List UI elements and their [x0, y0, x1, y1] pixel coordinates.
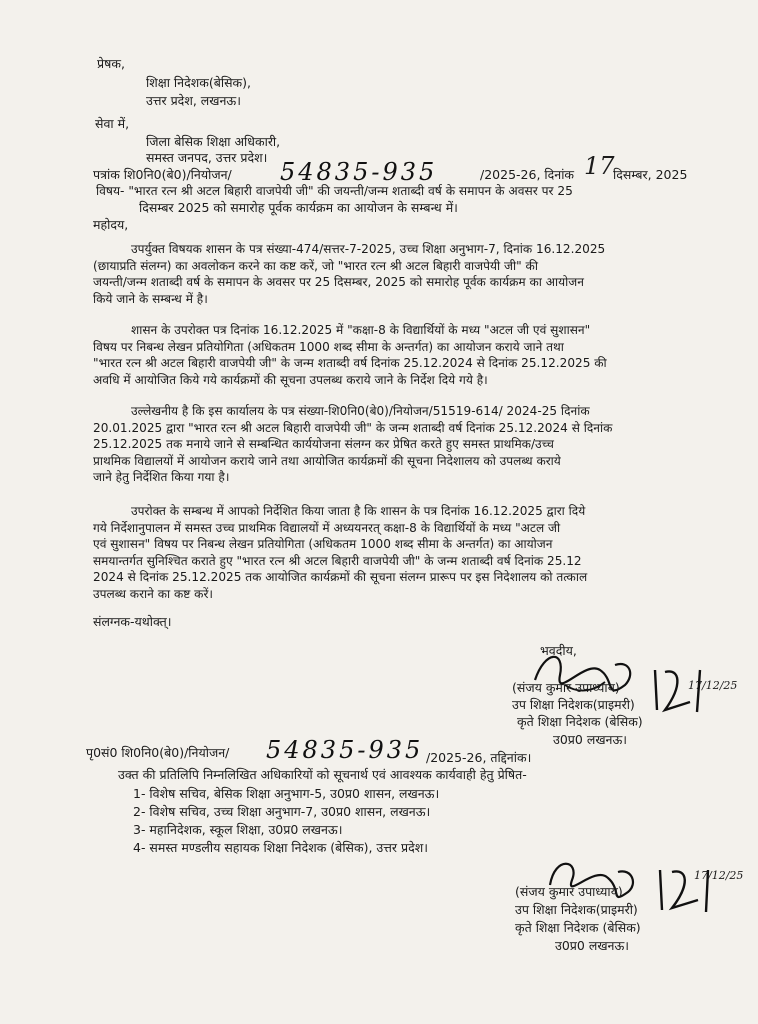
signature-2-date-mark: 17/12/25	[694, 869, 744, 882]
signature-2-place: उ0प्र0 लखनऊ।	[555, 938, 630, 953]
paragraph-2	[93, 322, 607, 388]
sender-line-1: शिक्षा निदेशक(बेसिक),	[146, 75, 251, 90]
paragraph-3-line: 25.12.2025 तक मनाये जाने से सम्बन्धित कार्ययोजना संलग्न कर प्रेषित करते हुए समस्त प्राथमिक/उच्च	[93, 437, 554, 451]
reference-day-handwritten: 17	[584, 152, 615, 180]
signature-2-role: कृते शिक्षा निदेशक (बेसिक)	[515, 920, 641, 935]
paragraph-4-line: समयान्तर्गत सुनिश्चित कराते हुए "भारत रत्न श्री अटल बिहारी वाजपेयी जी" के जन्म शताब्दी वर्ष दिनांक 25.12	[93, 553, 582, 568]
list-item: 3- महानिदेशक, स्कूल शिक्षा, उ0प्र0 लखनऊ।	[133, 822, 343, 837]
paragraph-3-line: 20.01.2025 द्वारा "भारत रत्न श्री अटल बिहारी वाजपेयी जी" के जन्म शताब्दी वर्ष दिनांक 25.12.2024 से दिनांक	[93, 420, 613, 435]
endorsement-suffix: /2025-26, तद्दिनांक।	[426, 750, 532, 765]
paragraph-1-line: उपर्युक्त विषयक शासन के पत्र संख्या-474/सत्तर-7-2025, उच्च शिक्षा अनुभाग-7, दिनांक 16.12.2025	[131, 242, 606, 256]
endorsement-intro: उक्त की प्रतिलिपि निम्नलिखित अधिकारियों को सूचनार्थ एवं आवश्यक कार्यवाही हेतु प्रेषित-	[118, 767, 527, 782]
paragraph-3-line: जाने हेतु निर्देशित किया गया है।	[93, 470, 230, 484]
subject-line-2: दिसम्बर 2025 को समारोह पूर्वक कार्यक्रम का आयोजन के सम्बन्ध में।	[139, 200, 458, 215]
paragraph-4	[93, 503, 587, 602]
paragraph-4-line: गये निर्देशानुपालन में समस्त उच्च प्राथमिक विद्यालयों में अध्ययनरत् कक्षा-8 के विद्यार्थियों के मध्य "अटल जी	[93, 520, 561, 535]
recipient-label: सेवा में,	[95, 116, 130, 131]
paragraph-1-line: जयन्ती/जन्म शताब्दी वर्ष के समापन के अवसर पर 25 दिसम्बर, 2025 को समारोह पूर्वक कार्यक्रम का आयोजन	[93, 275, 584, 289]
reference-prefix: पत्रांक शि0नि0(बे0)/नियोजन/	[93, 167, 232, 182]
sender-line-2: उत्तर प्रदेश, लखनऊ।	[146, 93, 241, 108]
paragraph-2-line: "भारत रत्न श्री अटल बिहारी वाजपेयी जी" के जन्म शताब्दी वर्ष दिनांक 25.12.2024 से दिनांक 25.12.2025 की	[93, 356, 607, 370]
signature-1-role: कृते शिक्षा निदेशक (बेसिक)	[517, 714, 643, 729]
paragraph-2-line: शासन के उपरोक्त पत्र दिनांक 16.12.2025 में "कक्षा-8 के विद्यार्थियों के मध्य "अटल जी एवं सुशासन"	[131, 323, 591, 337]
paragraph-1-line: (छायाप्रति संलग्न) का अवलोकन करने का कष्ट करें, जो "भारत रत्न श्री अटल बिहारी वाजपेयी जी" की	[93, 258, 538, 273]
salutation: महोदय,	[93, 217, 129, 232]
paragraph-4-line: एवं सुशासन" विषय पर निबन्ध लेखन प्रतियोगिता (अधिकतम 1000 शब्द सीमा के अन्तर्गत) का आयोजन	[93, 537, 553, 551]
enclosure-note: संलग्नक-यथोक्त्।	[93, 614, 172, 629]
paragraph-3-line: उल्लेखनीय है कि इस कार्यालय के पत्र संख्या-शि0नि0(बे0)/नियोजन/51519-614/ 2024-25 दिनांक	[131, 404, 590, 418]
subject-line-1: विषय- "भारत रत्न श्री अटल बिहारी वाजपेयी जी" की जयन्ती/जन्म शताब्दी वर्ष के समापन के अवसर पर 25	[96, 184, 573, 198]
reference-month-year: दिसम्बर, 2025	[613, 167, 688, 182]
paragraph-4-line: 2024 से दिनांक 25.12.2025 तक आयोजित कार्यक्रमों की सूचना संलग्न प्रारूप पर इस निदेशालय को तत्काल	[93, 570, 588, 584]
endorsement-prefix: पृ0सं0 शि0नि0(बे0)/नियोजन/	[86, 745, 230, 760]
endorsement-number-handwritten: 54835-935	[266, 736, 424, 764]
list-item: 4- समस्त मण्डलीय सहायक शिक्षा निदेशक (बेसिक), उत्तर प्रदेश।	[133, 840, 428, 855]
paragraph-1-line: किये जाने के सम्बन्ध में है।	[93, 291, 208, 306]
list-item: 2- विशेष सचिव, उच्च शिक्षा अनुभाग-7, उ0प्र0 शासन, लखनऊ।	[133, 804, 431, 819]
paragraph-3	[93, 403, 612, 486]
recipient-line-2: समस्त जनपद, उत्तर प्रदेश।	[146, 150, 268, 165]
signature-1-place: उ0प्र0 लखनऊ।	[553, 732, 628, 747]
recipient-line-1: जिला बेसिक शिक्षा अधिकारी,	[146, 134, 281, 149]
paragraph-1	[93, 241, 605, 307]
paragraph-2-line: अवधि में आयोजित किये गये कार्यक्रमों की सूचना उपलब्ध कराये जाने के निर्देश दिये गये है।	[93, 372, 488, 387]
paragraph-4-line: उपलब्ध कराने का कष्ट करें।	[93, 586, 213, 601]
paragraph-4-line: उपरोक्त के सम्बन्ध में आपको निर्देशित किया जाता है कि शासन के पत्र दिनांक 16.12.2025 द्वारा दिये	[131, 504, 586, 518]
paragraph-3-line: प्राथमिक विद्यालयों में आयोजन कराये जाने तथा आयोजित कार्यक्रमों की सूचना निदेशालय को उपलब्ध कराये	[93, 453, 561, 468]
reference-suffix: /2025-26, दिनांक	[480, 167, 575, 182]
signature-1-date-mark: 17/12/25	[688, 679, 738, 692]
bhavadiya: भवदीय,	[540, 643, 577, 658]
copy-to-list	[133, 785, 439, 857]
sender-label: प्रेषक,	[97, 56, 125, 71]
signature-2-name: (संजय कुमार उपाध्याय)	[515, 884, 623, 899]
signature-1-designation: उप शिक्षा निदेशक(प्राइमरी)	[512, 697, 635, 712]
reference-number-handwritten: 54835-935	[280, 158, 438, 186]
paragraph-2-line: विषय पर निबन्ध लेखन प्रतियोगिता (अधिकतम 1000 शब्द सीमा के अन्तर्गत) का आयोजन कराये जाने तथा	[93, 339, 564, 354]
list-item: 1- विशेष सचिव, बेसिक शिक्षा अनुभाग-5, उ0प्र0 शासन, लखनऊ।	[133, 786, 440, 801]
signature-2-designation: उप शिक्षा निदेशक(प्राइमरी)	[515, 902, 638, 917]
signature-1-name: (संजय कुमार उपाध्याय)	[512, 680, 620, 695]
